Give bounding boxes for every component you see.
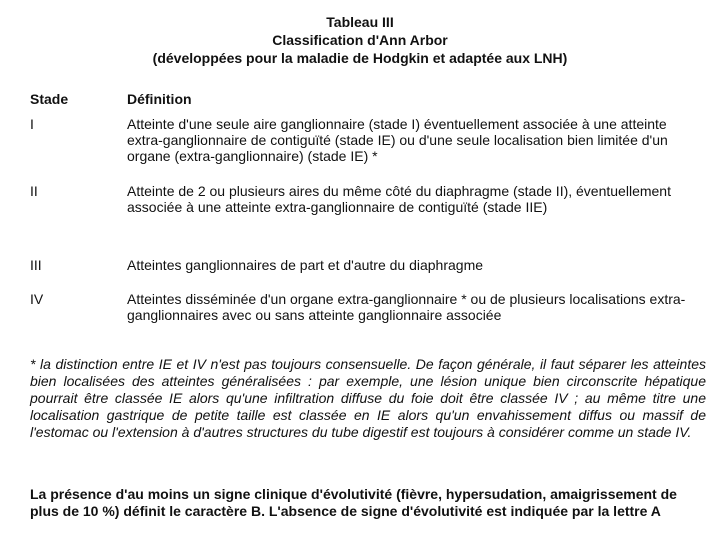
stage-definition: Atteinte de 2 ou plusieurs aires du même côté du diaphragme (stade II), éventuellement associée à une atteinte extra-ganglionnaire de contiguïté (stade IIE) [127,183,671,215]
column-header-definition: Définition [127,91,192,107]
stage-definition: Atteintes disséminée d'un organe extra-ganglionnaire * ou de plusieurs localisations extra-ganglionnaires avec ou sans atteinte ganglionnaire associée [127,291,686,323]
stage-definition: Atteinte d'une seule aire ganglionnaire (stade I) éventuellement associée à une atteinte extra-ganglionnaire de contiguïté (stade IE) ou d'une seule localisation bien limitée d'un organe (extra-ganglionnaire) (stade IE) * [127,116,668,164]
stage-label: IV [30,291,44,307]
table-title: Tableau III [326,14,394,30]
footnote: * la distinction entre IE et IV n'est pas toujours consensuelle. De façon générale, il faut séparer les atteintes bien localisées des atteintes généralisées : par exemple, une lésion unique bien circonscrite hépatique pourrait être classée IE alors qu'une infiltration diffuse du foie doit être classée IV ; au même titre une localisation gastrique de petite taille est classée en IE alors qu'un envahissement diffus ou massif de l'estomac ou l'extension à d'autres structures du tube digestif est toujours à considérer comme un stade IV. [30,356,706,440]
stage-label: III [30,257,42,273]
table-subtitle: Classification d'Ann Arbor [272,32,448,48]
conclusion-text: La présence d'au moins un signe clinique d'évolutivité (fièvre, hypersudation, amaigrissement de plus de 10 %) définit le caractère B. L'absence de signe d'évolutivité est indiquée par la lettre A [30,486,677,519]
table-header [0,13,720,67]
stage-label: I [30,116,34,132]
column-header-stade: Stade [30,91,69,107]
stage-label: II [30,183,38,199]
stage-definition: Atteintes ganglionnaires de part et d'autre du diaphragme [127,257,484,273]
table-subtitle-detail: (développées pour la maladie de Hodgkin et adaptée aux LNH) [152,50,568,66]
